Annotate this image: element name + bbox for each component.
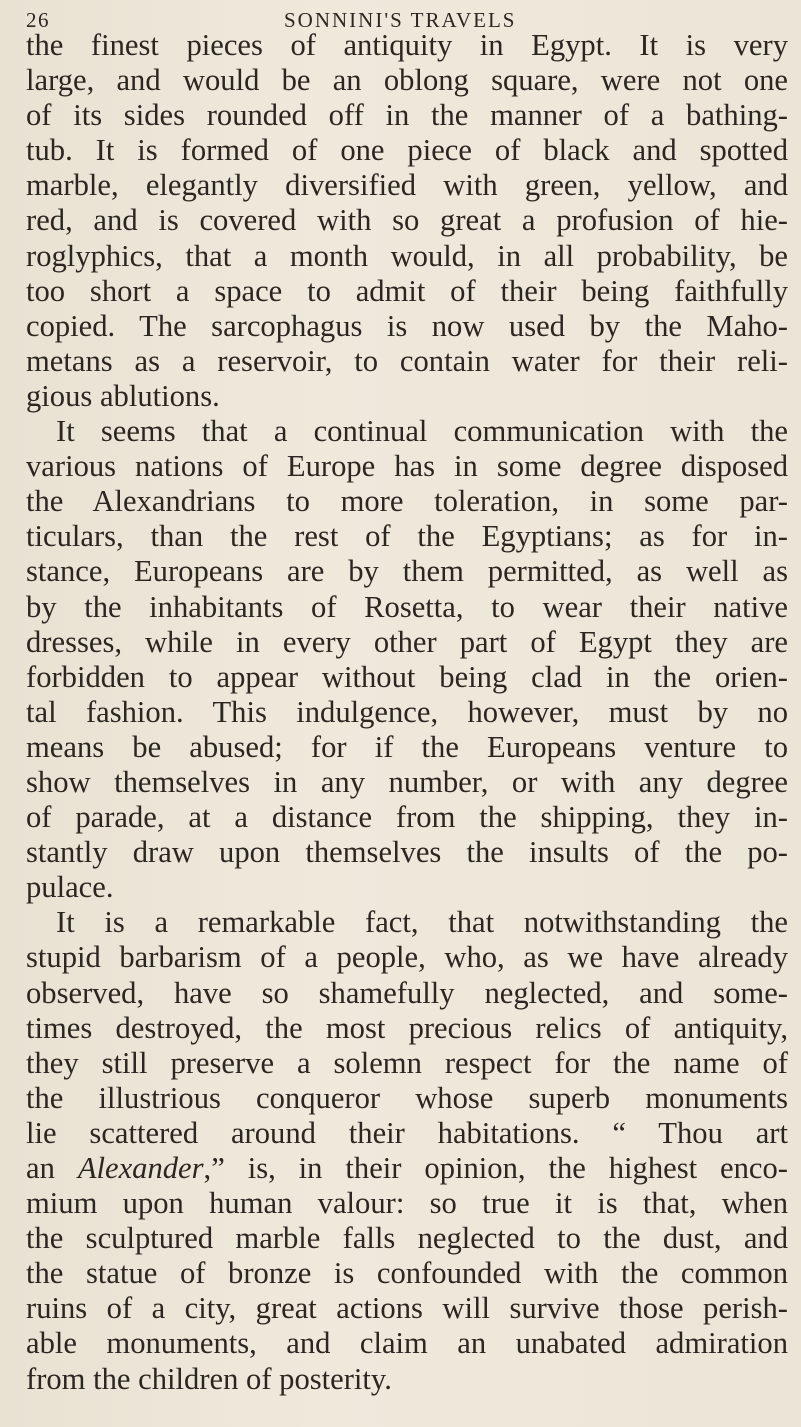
- text-line: ticulars, than the rest of the Egyptians; as for in-: [26, 519, 788, 554]
- text-line: the Alexandrians to more toleration, in some par-: [26, 484, 788, 519]
- text-line: pulace.: [26, 870, 114, 905]
- text-line: means be abused; for if the Europeans venture to: [26, 729, 788, 764]
- text-line: by the inhabitants of Rosetta, to wear their native: [26, 589, 788, 624]
- text-line: copied. The sarcophagus is now used by the Maho-: [26, 308, 788, 343]
- text-line: ruins of a city, great actions will survive those perish-: [26, 1291, 788, 1326]
- text-line: able monuments, and claim an unabated admiration: [26, 1326, 788, 1361]
- text-line: tal fashion. This indulgence, however, must by no: [26, 694, 788, 729]
- text-line: stance, Europeans are by them permitted, as well as: [26, 554, 788, 589]
- text-line: mium upon human valour: so true it is that, when: [26, 1186, 788, 1221]
- text-line: stupid barbarism of a people, who, as we have already: [26, 940, 788, 975]
- text-line: of parade, at a distance from the shipping, they in-: [26, 800, 788, 835]
- text-line: lie scattered around their habitations. “ Thou art: [26, 1115, 788, 1150]
- text-line: forbidden to appear without being clad in the orien-: [26, 659, 788, 694]
- text-line: the illustrious conqueror whose superb monuments: [26, 1080, 788, 1115]
- italic-name: Alexander: [77, 1151, 204, 1185]
- text-line: from the children of posterity.: [26, 1361, 392, 1396]
- line-start: an: [26, 1151, 78, 1185]
- text-line: dresses, while in every other part of Egypt they are: [26, 624, 788, 659]
- text-line: It is a remarkable fact, that notwithstanding the: [56, 905, 788, 940]
- text-line: the sculptured marble falls neglected to the dust, and: [26, 1221, 788, 1256]
- text-line: they still preserve a solemn respect for the name of: [26, 1045, 788, 1080]
- text-line: metans as a reservoir, to contain water for their reli-: [26, 343, 788, 378]
- paragraph-3: [26, 905, 788, 1396]
- line-rest: ,” is, in their opinion, the highest enco-: [203, 1151, 788, 1185]
- text-line: the statue of bronze is confounded with the common: [26, 1256, 788, 1291]
- body-text: [26, 28, 788, 1397]
- text-line: It seems that a continual communication with the: [56, 414, 788, 449]
- text-line: observed, have so shamefully neglected, and some-: [26, 975, 788, 1010]
- text-line: gious ablutions.: [26, 378, 220, 413]
- paragraph-2: [26, 414, 788, 905]
- text-line-with-italic: [26, 1151, 788, 1186]
- text-line: marble, elegantly diversified with green, yellow, and: [26, 168, 788, 203]
- text-line: large, and would be an oblong square, were not one: [26, 63, 788, 98]
- page-number: 26: [26, 8, 50, 32]
- text-line: tub. It is formed of one piece of black and spotted: [26, 133, 788, 168]
- text-line: show themselves in any number, or with any degree: [26, 764, 788, 799]
- text-line: of its sides rounded off in the manner of a bathing-: [26, 98, 788, 133]
- text-line: roglyphics, that a month would, in all probability, be: [26, 238, 788, 273]
- text-line: various nations of Europe has in some degree disposed: [26, 449, 788, 484]
- running-head: SONNINI'S TRAVELS: [284, 8, 517, 32]
- text-line: red, and is covered with so great a profusion of hie-: [26, 203, 788, 238]
- text-line: stantly draw upon themselves the insults of the po-: [26, 835, 788, 870]
- text-line: too short a space to admit of their being faithfully: [26, 273, 788, 308]
- text-line: the finest pieces of antiquity in Egypt. It is very: [26, 28, 788, 62]
- paragraph-1: [26, 28, 788, 414]
- text-line: times destroyed, the most precious relics of antiquity,: [26, 1010, 788, 1045]
